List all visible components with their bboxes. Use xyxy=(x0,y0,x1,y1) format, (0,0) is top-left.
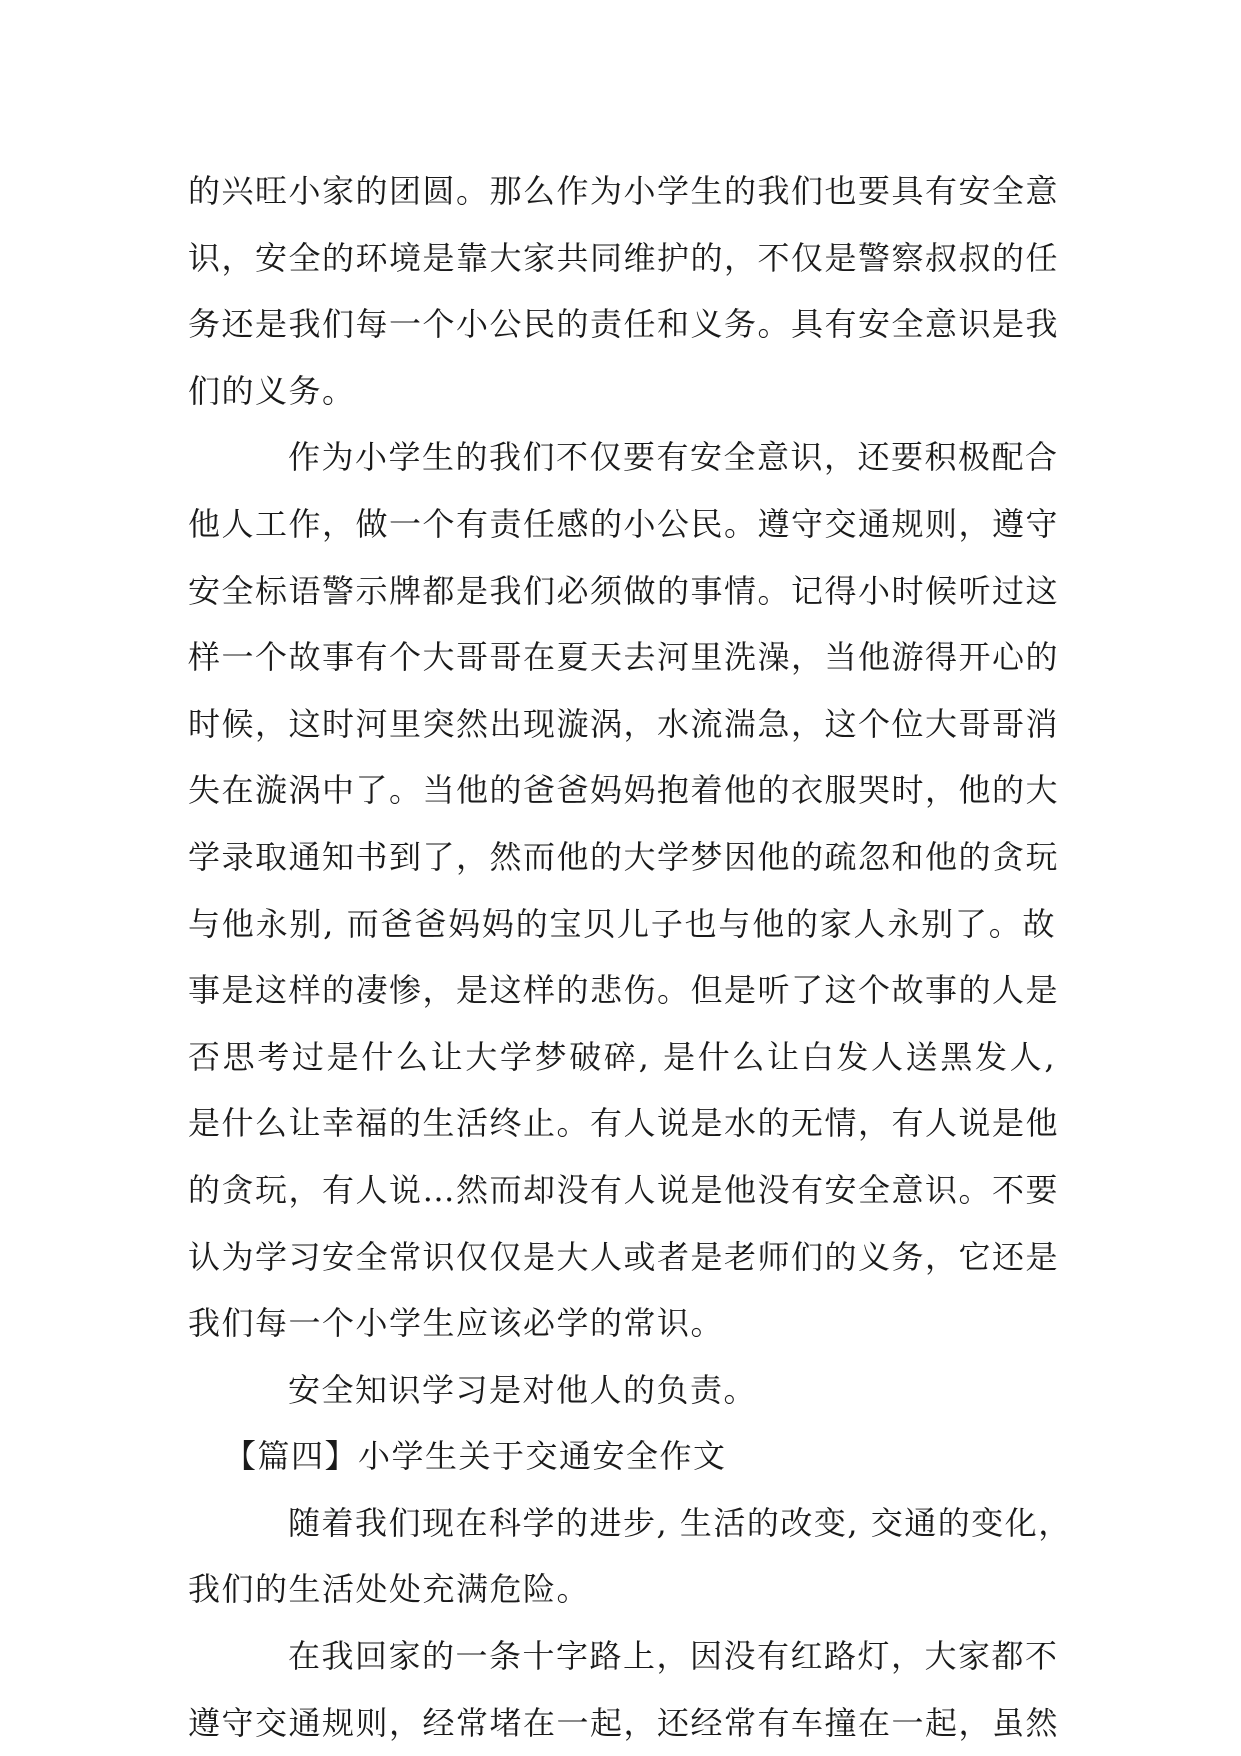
text-line: 遵守交通规则，经常堵在一起，还经常有车撞在一起，虽然 xyxy=(188,1703,1060,1742)
text-line: 们的义务。 xyxy=(188,371,356,410)
section-heading: 【篇四】小学生关于交通安全作文 xyxy=(224,1437,727,1476)
text-line: 是什么让幸福的生活终止。有人说是水的无情，有人说是他 xyxy=(188,1104,1060,1143)
text-line: 务还是我们每一个小公民的责任和义务。具有安全意识是我 xyxy=(188,305,1060,344)
text-line: 认为学习安全常识仅仅是大人或者是老师们的义务，它还是 xyxy=(188,1237,1060,1276)
text-line: 我们每一个小学生应该必学的常识。 xyxy=(188,1304,725,1343)
text-line: 他人工作，做一个有责任感的小公民。遵守交通规则，遵守 xyxy=(188,504,1060,543)
paragraph-first-line: 在我回家的一条十字路上，因没有红路灯，大家都不 xyxy=(288,1637,1059,1676)
text-line: 样一个故事有个大哥哥在夏天去河里洗澡，当他游得开心的 xyxy=(188,638,1060,677)
paragraph-first-line: 随着我们现在科学的进步, 生活的改变, 交通的变化， xyxy=(288,1503,1072,1542)
text-line: 我们的生活处处充满危险。 xyxy=(188,1570,591,1609)
text-line: 事是这样的凄惨，是这样的悲伤。但是听了这个故事的人是 xyxy=(188,971,1060,1010)
text-line: 否思考过是什么让大学梦破碎, 是什么让白发人送黑发人, xyxy=(188,1037,1056,1076)
document-page xyxy=(188,158,1072,1756)
text-line: 与他永别, 而爸爸妈妈的宝贝儿子也与他的家人永别了。故 xyxy=(188,904,1056,943)
text-line: 学录取通知书到了，然而他的大学梦因他的疏忽和他的贪玩 xyxy=(188,837,1060,876)
paragraph-first-line: 安全知识学习是对他人的负责。 xyxy=(288,1370,758,1409)
text-line: 安全标语警示牌都是我们必须做的事情。记得小时候听过这 xyxy=(188,571,1060,610)
text-line: 识，安全的环境是靠大家共同维护的，不仅是警察叔叔的任 xyxy=(188,238,1060,277)
paragraph-first-line: 作为小学生的我们不仅要有安全意识，还要积极配合 xyxy=(288,438,1059,477)
text-line: 的兴旺小家的团圆。那么作为小学生的我们也要具有安全意 xyxy=(188,172,1060,210)
text-line: 时候，这时河里突然出现漩涡，水流湍急，这个位大哥哥消 xyxy=(188,704,1060,743)
text-line: 失在漩涡中了。当他的爸爸妈妈抱着他的衣服哭时，他的大 xyxy=(188,771,1060,810)
text-line: 的贪玩，有人说…然而却没有人说是他没有安全意识。不要 xyxy=(188,1170,1060,1209)
